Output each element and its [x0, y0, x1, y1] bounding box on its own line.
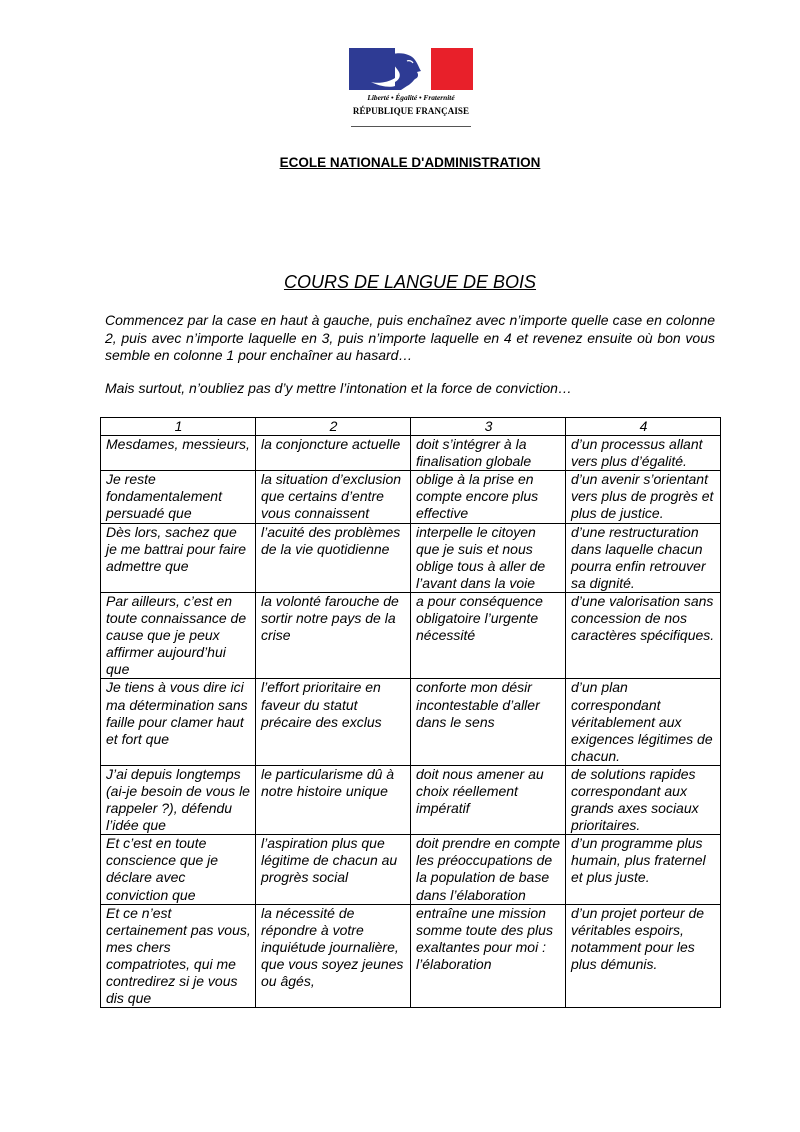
table-cell: doit prendre en compte les préoccupations de la population de base dans l’élaboration	[411, 835, 566, 904]
table-row	[101, 679, 721, 765]
table-cell: doit s’intégrer à la finalisation globale	[411, 436, 566, 471]
marianne-flag-icon	[349, 48, 473, 90]
table-row	[101, 436, 721, 471]
logo-republic-name: RÉPUBLIQUE FRANÇAISE	[352, 106, 470, 116]
logo-motto: Liberté • Égalité • Fraternité	[367, 93, 455, 102]
table-cell: Je reste fondamentalement persuadé que	[101, 471, 256, 523]
republique-francaise-logo	[347, 48, 475, 134]
table-cell: Par ailleurs, c’est en toute connaissance de cause que je peux affirmer aujourd’hui que	[101, 592, 256, 678]
table-cell: l’aspiration plus que légitime de chacun au progrès social	[256, 835, 411, 904]
table-cell: Dès lors, sachez que je me battrai pour faire admettre que	[101, 523, 256, 592]
table-cell: le particularisme dû à notre histoire unique	[256, 765, 411, 834]
table-cell: l’acuité des problèmes de la vie quotidienne	[256, 523, 411, 592]
column-header: 3	[411, 418, 566, 436]
school-heading: ECOLE NATIONALE D'ADMINISTRATION	[279, 155, 541, 170]
table-cell: Et c’est en toute conscience que je déclare avec conviction que	[101, 835, 256, 904]
table-cell: doit nous amener au choix réellement impératif	[411, 765, 566, 834]
table-row	[101, 471, 721, 523]
table-row	[101, 835, 721, 904]
logo-divider	[351, 126, 471, 127]
table-cell: d’un processus allant vers plus d’égalité.	[566, 436, 721, 471]
table-cell: d’une restructuration dans laquelle chacun pourra enfin retrouver sa dignité.	[566, 523, 721, 592]
column-header: 1	[101, 418, 256, 436]
table-row	[101, 904, 721, 1008]
phrase-table	[100, 417, 721, 1008]
table-row	[101, 592, 721, 678]
table-cell: Je tiens à vous dire ici ma détermination sans faille pour clamer haut et fort que	[101, 679, 256, 765]
table-cell: la volonté farouche de sortir notre pays de la crise	[256, 592, 411, 678]
table-cell: J’ai depuis longtemps (ai-je besoin de vous le rappeler ?), défendu l’idée que	[101, 765, 256, 834]
table-cell: entraîne une mission somme toute des plus exaltantes pour moi : l’élaboration	[411, 904, 566, 1008]
table-cell: d’un programme plus humain, plus fraternel et plus juste.	[566, 835, 721, 904]
table-row	[101, 523, 721, 592]
instructions-paragraph: Commencez par la case en haut à gauche, puis enchaînez avec n’importe quelle case en colonne 2, puis avec n’importe laquelle en 3, puis n’importe laquelle en 4 et revenez ensuite où bon vous semble en colonne 1 pour enchaîner au hasard…	[105, 312, 715, 363]
table-cell: de solutions rapides correspondant aux grands axes sociaux prioritaires.	[566, 765, 721, 834]
table-cell: Et ce n’est certainement pas vous, mes chers compatriotes, qui me contredirez si je vous dis que	[101, 904, 256, 1008]
table-row	[101, 765, 721, 834]
table-cell: la situation d’exclusion que certains d’entre vous connaissent	[256, 471, 411, 523]
table-cell: la nécessité de répondre à votre inquiétude journalière, que vous soyez jeunes ou âgés,	[256, 904, 411, 1008]
table-cell: Mesdames, messieurs,	[101, 436, 256, 471]
table-cell: oblige à la prise en compte encore plus effective	[411, 471, 566, 523]
column-header: 4	[566, 418, 721, 436]
table-cell: d’un projet porteur de véritables espoirs, notamment pour les plus démunis.	[566, 904, 721, 1008]
table-cell: d’un plan correspondant véritablement aux exigences légitimes de chacun.	[566, 679, 721, 765]
table-cell: interpelle le citoyen que je suis et nous oblige tous à aller de l’avant dans la voie	[411, 523, 566, 592]
table-cell: conforte mon désir incontestable d’aller dans le sens	[411, 679, 566, 765]
column-header: 2	[256, 418, 411, 436]
page-title: COURS DE LANGUE DE BOIS	[283, 272, 537, 292]
table-cell: d’une valorisation sans concession de nos caractères spécifiques.	[566, 592, 721, 678]
table-cell: l’effort prioritaire en faveur du statut précaire des exclus	[256, 679, 411, 765]
table-cell: a pour conséquence obligatoire l’urgente nécessité	[411, 592, 566, 678]
table-cell: la conjoncture actuelle	[256, 436, 411, 471]
table-cell: d’un avenir s’orientant vers plus de progrès et plus de justice.	[566, 471, 721, 523]
reminder-paragraph: Mais surtout, n’oubliez pas d’y mettre l’intonation et la force de conviction…	[105, 380, 572, 396]
table-header-row	[101, 418, 721, 436]
